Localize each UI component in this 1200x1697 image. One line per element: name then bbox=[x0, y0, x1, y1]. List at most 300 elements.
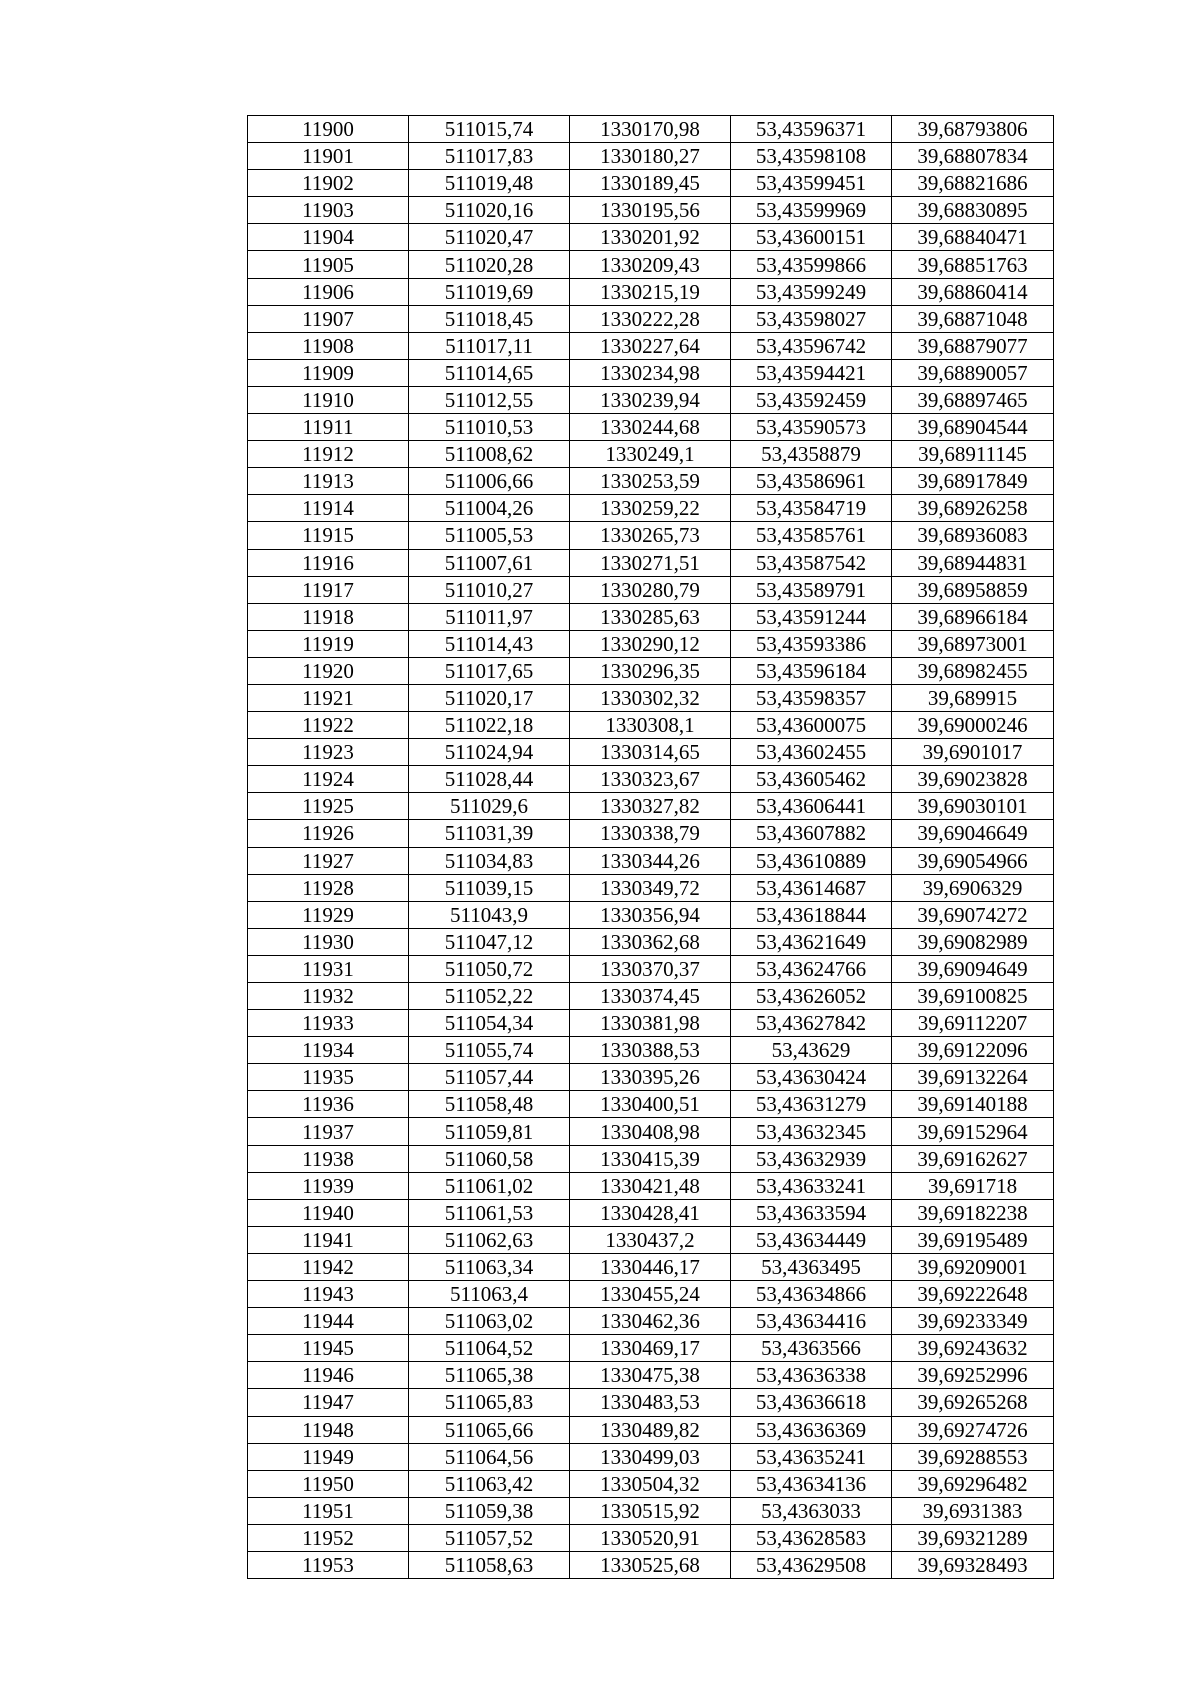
latitude-cell: 53,43591244 bbox=[731, 603, 892, 630]
longitude-cell: 39,68851763 bbox=[892, 251, 1054, 278]
table-row bbox=[248, 197, 1054, 224]
y-coordinate-cell: 1330280,79 bbox=[570, 576, 731, 603]
table-row bbox=[248, 1172, 1054, 1199]
table-row bbox=[248, 1551, 1054, 1578]
longitude-cell: 39,69243632 bbox=[892, 1335, 1054, 1362]
table-row bbox=[248, 1064, 1054, 1091]
table-row bbox=[248, 712, 1054, 739]
latitude-cell: 53,43598357 bbox=[731, 684, 892, 711]
longitude-cell: 39,68917849 bbox=[892, 468, 1054, 495]
longitude-cell: 39,68793806 bbox=[892, 116, 1054, 143]
x-coordinate-cell: 511017,65 bbox=[409, 657, 570, 684]
table-row bbox=[248, 657, 1054, 684]
x-coordinate-cell: 511031,39 bbox=[409, 820, 570, 847]
table-row bbox=[248, 414, 1054, 441]
point-number-cell: 11932 bbox=[248, 983, 409, 1010]
latitude-cell: 53,43586961 bbox=[731, 468, 892, 495]
x-coordinate-cell: 511061,02 bbox=[409, 1172, 570, 1199]
table-row bbox=[248, 983, 1054, 1010]
table-row bbox=[248, 901, 1054, 928]
coordinates-table bbox=[247, 115, 1054, 1579]
table-row bbox=[248, 1524, 1054, 1551]
point-number-cell: 11913 bbox=[248, 468, 409, 495]
longitude-cell: 39,69100825 bbox=[892, 983, 1054, 1010]
x-coordinate-cell: 511043,9 bbox=[409, 901, 570, 928]
point-number-cell: 11928 bbox=[248, 874, 409, 901]
table-row bbox=[248, 603, 1054, 630]
latitude-cell: 53,43614687 bbox=[731, 874, 892, 901]
point-number-cell: 11937 bbox=[248, 1118, 409, 1145]
y-coordinate-cell: 1330415,39 bbox=[570, 1145, 731, 1172]
latitude-cell: 53,43636618 bbox=[731, 1389, 892, 1416]
table-row bbox=[248, 1037, 1054, 1064]
y-coordinate-cell: 1330296,35 bbox=[570, 657, 731, 684]
longitude-cell: 39,6931383 bbox=[892, 1497, 1054, 1524]
longitude-cell: 39,69274726 bbox=[892, 1416, 1054, 1443]
longitude-cell: 39,69082989 bbox=[892, 928, 1054, 955]
x-coordinate-cell: 511012,55 bbox=[409, 386, 570, 413]
point-number-cell: 11920 bbox=[248, 657, 409, 684]
x-coordinate-cell: 511058,48 bbox=[409, 1091, 570, 1118]
longitude-cell: 39,68860414 bbox=[892, 278, 1054, 305]
y-coordinate-cell: 1330428,41 bbox=[570, 1199, 731, 1226]
x-coordinate-cell: 511020,28 bbox=[409, 251, 570, 278]
y-coordinate-cell: 1330314,65 bbox=[570, 739, 731, 766]
y-coordinate-cell: 1330271,51 bbox=[570, 549, 731, 576]
latitude-cell: 53,43634866 bbox=[731, 1281, 892, 1308]
table-row bbox=[248, 468, 1054, 495]
latitude-cell: 53,43600151 bbox=[731, 224, 892, 251]
table-row bbox=[248, 1497, 1054, 1524]
longitude-cell: 39,68966184 bbox=[892, 603, 1054, 630]
point-number-cell: 11917 bbox=[248, 576, 409, 603]
x-coordinate-cell: 511065,66 bbox=[409, 1416, 570, 1443]
point-number-cell: 11943 bbox=[248, 1281, 409, 1308]
longitude-cell: 39,68944831 bbox=[892, 549, 1054, 576]
table-row bbox=[248, 1253, 1054, 1280]
table-row bbox=[248, 143, 1054, 170]
x-coordinate-cell: 511065,83 bbox=[409, 1389, 570, 1416]
latitude-cell: 53,43598108 bbox=[731, 143, 892, 170]
longitude-cell: 39,6906329 bbox=[892, 874, 1054, 901]
latitude-cell: 53,43590573 bbox=[731, 414, 892, 441]
x-coordinate-cell: 511006,66 bbox=[409, 468, 570, 495]
latitude-cell: 53,43631279 bbox=[731, 1091, 892, 1118]
longitude-cell: 39,68926258 bbox=[892, 495, 1054, 522]
latitude-cell: 53,43584719 bbox=[731, 495, 892, 522]
y-coordinate-cell: 1330302,32 bbox=[570, 684, 731, 711]
latitude-cell: 53,43629508 bbox=[731, 1551, 892, 1578]
latitude-cell: 53,43596742 bbox=[731, 332, 892, 359]
point-number-cell: 11948 bbox=[248, 1416, 409, 1443]
longitude-cell: 39,68936083 bbox=[892, 522, 1054, 549]
y-coordinate-cell: 1330285,63 bbox=[570, 603, 731, 630]
longitude-cell: 39,69195489 bbox=[892, 1226, 1054, 1253]
y-coordinate-cell: 1330421,48 bbox=[570, 1172, 731, 1199]
point-number-cell: 11938 bbox=[248, 1145, 409, 1172]
table-row bbox=[248, 1010, 1054, 1037]
latitude-cell: 53,43598027 bbox=[731, 305, 892, 332]
y-coordinate-cell: 1330504,32 bbox=[570, 1470, 731, 1497]
latitude-cell: 53,43636338 bbox=[731, 1362, 892, 1389]
y-coordinate-cell: 1330525,68 bbox=[570, 1551, 731, 1578]
table-row bbox=[248, 1091, 1054, 1118]
latitude-cell: 53,43585761 bbox=[731, 522, 892, 549]
point-number-cell: 11930 bbox=[248, 928, 409, 955]
latitude-cell: 53,43621649 bbox=[731, 928, 892, 955]
y-coordinate-cell: 1330395,26 bbox=[570, 1064, 731, 1091]
latitude-cell: 53,43618844 bbox=[731, 901, 892, 928]
y-coordinate-cell: 1330195,56 bbox=[570, 197, 731, 224]
longitude-cell: 39,68879077 bbox=[892, 332, 1054, 359]
table-row bbox=[248, 116, 1054, 143]
table-row bbox=[248, 1226, 1054, 1253]
y-coordinate-cell: 1330170,98 bbox=[570, 116, 731, 143]
y-coordinate-cell: 1330462,36 bbox=[570, 1308, 731, 1335]
point-number-cell: 11935 bbox=[248, 1064, 409, 1091]
y-coordinate-cell: 1330499,03 bbox=[570, 1443, 731, 1470]
x-coordinate-cell: 511024,94 bbox=[409, 739, 570, 766]
latitude-cell: 53,43605462 bbox=[731, 766, 892, 793]
longitude-cell: 39,69030101 bbox=[892, 793, 1054, 820]
table-row bbox=[248, 739, 1054, 766]
latitude-cell: 53,43596371 bbox=[731, 116, 892, 143]
table-row bbox=[248, 278, 1054, 305]
point-number-cell: 11944 bbox=[248, 1308, 409, 1335]
x-coordinate-cell: 511022,18 bbox=[409, 712, 570, 739]
point-number-cell: 11925 bbox=[248, 793, 409, 820]
longitude-cell: 39,69000246 bbox=[892, 712, 1054, 739]
x-coordinate-cell: 511020,17 bbox=[409, 684, 570, 711]
longitude-cell: 39,68982455 bbox=[892, 657, 1054, 684]
longitude-cell: 39,68973001 bbox=[892, 630, 1054, 657]
x-coordinate-cell: 511059,38 bbox=[409, 1497, 570, 1524]
table-row bbox=[248, 549, 1054, 576]
x-coordinate-cell: 511054,34 bbox=[409, 1010, 570, 1037]
point-number-cell: 11931 bbox=[248, 955, 409, 982]
latitude-cell: 53,4363033 bbox=[731, 1497, 892, 1524]
point-number-cell: 11915 bbox=[248, 522, 409, 549]
x-coordinate-cell: 511061,53 bbox=[409, 1199, 570, 1226]
table-row bbox=[248, 332, 1054, 359]
table-row bbox=[248, 684, 1054, 711]
y-coordinate-cell: 1330201,92 bbox=[570, 224, 731, 251]
point-number-cell: 11934 bbox=[248, 1037, 409, 1064]
point-number-cell: 11922 bbox=[248, 712, 409, 739]
point-number-cell: 11927 bbox=[248, 847, 409, 874]
longitude-cell: 39,68897465 bbox=[892, 386, 1054, 413]
point-number-cell: 11910 bbox=[248, 386, 409, 413]
longitude-cell: 39,69252996 bbox=[892, 1362, 1054, 1389]
latitude-cell: 53,43627842 bbox=[731, 1010, 892, 1037]
y-coordinate-cell: 1330259,22 bbox=[570, 495, 731, 522]
longitude-cell: 39,68890057 bbox=[892, 359, 1054, 386]
y-coordinate-cell: 1330469,17 bbox=[570, 1335, 731, 1362]
point-number-cell: 11916 bbox=[248, 549, 409, 576]
x-coordinate-cell: 511028,44 bbox=[409, 766, 570, 793]
table-row bbox=[248, 1335, 1054, 1362]
x-coordinate-cell: 511063,34 bbox=[409, 1253, 570, 1280]
table-row bbox=[248, 820, 1054, 847]
table-row bbox=[248, 224, 1054, 251]
y-coordinate-cell: 1330215,19 bbox=[570, 278, 731, 305]
y-coordinate-cell: 1330222,28 bbox=[570, 305, 731, 332]
latitude-cell: 53,43628583 bbox=[731, 1524, 892, 1551]
longitude-cell: 39,69182238 bbox=[892, 1199, 1054, 1226]
y-coordinate-cell: 1330489,82 bbox=[570, 1416, 731, 1443]
latitude-cell: 53,43633594 bbox=[731, 1199, 892, 1226]
x-coordinate-cell: 511050,72 bbox=[409, 955, 570, 982]
y-coordinate-cell: 1330475,38 bbox=[570, 1362, 731, 1389]
point-number-cell: 11945 bbox=[248, 1335, 409, 1362]
x-coordinate-cell: 511063,02 bbox=[409, 1308, 570, 1335]
y-coordinate-cell: 1330234,98 bbox=[570, 359, 731, 386]
y-coordinate-cell: 1330323,67 bbox=[570, 766, 731, 793]
point-number-cell: 11953 bbox=[248, 1551, 409, 1578]
x-coordinate-cell: 511060,58 bbox=[409, 1145, 570, 1172]
latitude-cell: 53,4363495 bbox=[731, 1253, 892, 1280]
longitude-cell: 39,69321289 bbox=[892, 1524, 1054, 1551]
table-row bbox=[248, 251, 1054, 278]
latitude-cell: 53,43599249 bbox=[731, 278, 892, 305]
x-coordinate-cell: 511047,12 bbox=[409, 928, 570, 955]
point-number-cell: 11907 bbox=[248, 305, 409, 332]
latitude-cell: 53,43634416 bbox=[731, 1308, 892, 1335]
x-coordinate-cell: 511062,63 bbox=[409, 1226, 570, 1253]
point-number-cell: 11911 bbox=[248, 414, 409, 441]
x-coordinate-cell: 511064,52 bbox=[409, 1335, 570, 1362]
point-number-cell: 11951 bbox=[248, 1497, 409, 1524]
point-number-cell: 11929 bbox=[248, 901, 409, 928]
x-coordinate-cell: 511052,22 bbox=[409, 983, 570, 1010]
table-row bbox=[248, 1118, 1054, 1145]
y-coordinate-cell: 1330374,45 bbox=[570, 983, 731, 1010]
x-coordinate-cell: 511059,81 bbox=[409, 1118, 570, 1145]
longitude-cell: 39,69209001 bbox=[892, 1253, 1054, 1280]
x-coordinate-cell: 511063,4 bbox=[409, 1281, 570, 1308]
longitude-cell: 39,69162627 bbox=[892, 1145, 1054, 1172]
longitude-cell: 39,69288553 bbox=[892, 1443, 1054, 1470]
x-coordinate-cell: 511004,26 bbox=[409, 495, 570, 522]
x-coordinate-cell: 511039,15 bbox=[409, 874, 570, 901]
table-row bbox=[248, 847, 1054, 874]
table-row bbox=[248, 170, 1054, 197]
x-coordinate-cell: 511063,42 bbox=[409, 1470, 570, 1497]
latitude-cell: 53,43629 bbox=[731, 1037, 892, 1064]
latitude-cell: 53,4363566 bbox=[731, 1335, 892, 1362]
point-number-cell: 11901 bbox=[248, 143, 409, 170]
longitude-cell: 39,68830895 bbox=[892, 197, 1054, 224]
longitude-cell: 39,68807834 bbox=[892, 143, 1054, 170]
latitude-cell: 53,43593386 bbox=[731, 630, 892, 657]
y-coordinate-cell: 1330437,2 bbox=[570, 1226, 731, 1253]
longitude-cell: 39,69054966 bbox=[892, 847, 1054, 874]
y-coordinate-cell: 1330446,17 bbox=[570, 1253, 731, 1280]
x-coordinate-cell: 511057,52 bbox=[409, 1524, 570, 1551]
table-row bbox=[248, 955, 1054, 982]
latitude-cell: 53,43607882 bbox=[731, 820, 892, 847]
x-coordinate-cell: 511034,83 bbox=[409, 847, 570, 874]
latitude-cell: 53,43596184 bbox=[731, 657, 892, 684]
y-coordinate-cell: 1330408,98 bbox=[570, 1118, 731, 1145]
y-coordinate-cell: 1330370,37 bbox=[570, 955, 731, 982]
y-coordinate-cell: 1330338,79 bbox=[570, 820, 731, 847]
table-row bbox=[248, 793, 1054, 820]
x-coordinate-cell: 511018,45 bbox=[409, 305, 570, 332]
point-number-cell: 11914 bbox=[248, 495, 409, 522]
longitude-cell: 39,69112207 bbox=[892, 1010, 1054, 1037]
table-row bbox=[248, 1145, 1054, 1172]
y-coordinate-cell: 1330362,68 bbox=[570, 928, 731, 955]
table-row bbox=[248, 522, 1054, 549]
longitude-cell: 39,6901017 bbox=[892, 739, 1054, 766]
latitude-cell: 53,43610889 bbox=[731, 847, 892, 874]
table-row bbox=[248, 305, 1054, 332]
point-number-cell: 11936 bbox=[248, 1091, 409, 1118]
latitude-cell: 53,43606441 bbox=[731, 793, 892, 820]
point-number-cell: 11952 bbox=[248, 1524, 409, 1551]
table-row bbox=[248, 495, 1054, 522]
longitude-cell: 39,68871048 bbox=[892, 305, 1054, 332]
table-row bbox=[248, 630, 1054, 657]
table-row bbox=[248, 1443, 1054, 1470]
point-number-cell: 11905 bbox=[248, 251, 409, 278]
point-number-cell: 11926 bbox=[248, 820, 409, 847]
point-number-cell: 11919 bbox=[248, 630, 409, 657]
longitude-cell: 39,691718 bbox=[892, 1172, 1054, 1199]
point-number-cell: 11906 bbox=[248, 278, 409, 305]
table-row bbox=[248, 1362, 1054, 1389]
x-coordinate-cell: 511010,53 bbox=[409, 414, 570, 441]
longitude-cell: 39,69222648 bbox=[892, 1281, 1054, 1308]
longitude-cell: 39,69152964 bbox=[892, 1118, 1054, 1145]
table-row bbox=[248, 874, 1054, 901]
x-coordinate-cell: 511017,83 bbox=[409, 143, 570, 170]
x-coordinate-cell: 511019,48 bbox=[409, 170, 570, 197]
y-coordinate-cell: 1330180,27 bbox=[570, 143, 731, 170]
x-coordinate-cell: 511055,74 bbox=[409, 1037, 570, 1064]
table-row bbox=[248, 1199, 1054, 1226]
point-number-cell: 11909 bbox=[248, 359, 409, 386]
longitude-cell: 39,69328493 bbox=[892, 1551, 1054, 1578]
latitude-cell: 53,43635241 bbox=[731, 1443, 892, 1470]
y-coordinate-cell: 1330290,12 bbox=[570, 630, 731, 657]
point-number-cell: 11946 bbox=[248, 1362, 409, 1389]
x-coordinate-cell: 511008,62 bbox=[409, 441, 570, 468]
latitude-cell: 53,43624766 bbox=[731, 955, 892, 982]
y-coordinate-cell: 1330515,92 bbox=[570, 1497, 731, 1524]
point-number-cell: 11950 bbox=[248, 1470, 409, 1497]
x-coordinate-cell: 511058,63 bbox=[409, 1551, 570, 1578]
longitude-cell: 39,68840471 bbox=[892, 224, 1054, 251]
point-number-cell: 11933 bbox=[248, 1010, 409, 1037]
point-number-cell: 11923 bbox=[248, 739, 409, 766]
table-row bbox=[248, 386, 1054, 413]
latitude-cell: 53,43587542 bbox=[731, 549, 892, 576]
latitude-cell: 53,43636369 bbox=[731, 1416, 892, 1443]
longitude-cell: 39,69023828 bbox=[892, 766, 1054, 793]
point-number-cell: 11904 bbox=[248, 224, 409, 251]
point-number-cell: 11941 bbox=[248, 1226, 409, 1253]
x-coordinate-cell: 511015,74 bbox=[409, 116, 570, 143]
point-number-cell: 11940 bbox=[248, 1199, 409, 1226]
latitude-cell: 53,43599451 bbox=[731, 170, 892, 197]
longitude-cell: 39,68904544 bbox=[892, 414, 1054, 441]
x-coordinate-cell: 511005,53 bbox=[409, 522, 570, 549]
point-number-cell: 11902 bbox=[248, 170, 409, 197]
longitude-cell: 39,69265268 bbox=[892, 1389, 1054, 1416]
point-number-cell: 11939 bbox=[248, 1172, 409, 1199]
longitude-cell: 39,69074272 bbox=[892, 901, 1054, 928]
x-coordinate-cell: 511007,61 bbox=[409, 549, 570, 576]
y-coordinate-cell: 1330239,94 bbox=[570, 386, 731, 413]
table-row bbox=[248, 359, 1054, 386]
longitude-cell: 39,68958859 bbox=[892, 576, 1054, 603]
x-coordinate-cell: 511010,27 bbox=[409, 576, 570, 603]
latitude-cell: 53,43626052 bbox=[731, 983, 892, 1010]
latitude-cell: 53,43594421 bbox=[731, 359, 892, 386]
longitude-cell: 39,69140188 bbox=[892, 1091, 1054, 1118]
longitude-cell: 39,689915 bbox=[892, 684, 1054, 711]
x-coordinate-cell: 511020,16 bbox=[409, 197, 570, 224]
y-coordinate-cell: 1330344,26 bbox=[570, 847, 731, 874]
y-coordinate-cell: 1330400,51 bbox=[570, 1091, 731, 1118]
latitude-cell: 53,43632345 bbox=[731, 1118, 892, 1145]
y-coordinate-cell: 1330265,73 bbox=[570, 522, 731, 549]
point-number-cell: 11900 bbox=[248, 116, 409, 143]
y-coordinate-cell: 1330388,53 bbox=[570, 1037, 731, 1064]
point-number-cell: 11921 bbox=[248, 684, 409, 711]
point-number-cell: 11908 bbox=[248, 332, 409, 359]
longitude-cell: 39,68821686 bbox=[892, 170, 1054, 197]
table-row bbox=[248, 1416, 1054, 1443]
latitude-cell: 53,43634449 bbox=[731, 1226, 892, 1253]
y-coordinate-cell: 1330483,53 bbox=[570, 1389, 731, 1416]
latitude-cell: 53,43599866 bbox=[731, 251, 892, 278]
table-row bbox=[248, 576, 1054, 603]
table-row bbox=[248, 1389, 1054, 1416]
x-coordinate-cell: 511029,6 bbox=[409, 793, 570, 820]
x-coordinate-cell: 511017,11 bbox=[409, 332, 570, 359]
latitude-cell: 53,4358879 bbox=[731, 441, 892, 468]
latitude-cell: 53,43589791 bbox=[731, 576, 892, 603]
table-row bbox=[248, 1281, 1054, 1308]
longitude-cell: 39,69046649 bbox=[892, 820, 1054, 847]
longitude-cell: 39,69122096 bbox=[892, 1037, 1054, 1064]
y-coordinate-cell: 1330308,1 bbox=[570, 712, 731, 739]
y-coordinate-cell: 1330349,72 bbox=[570, 874, 731, 901]
point-number-cell: 11912 bbox=[248, 441, 409, 468]
y-coordinate-cell: 1330249,1 bbox=[570, 441, 731, 468]
y-coordinate-cell: 1330381,98 bbox=[570, 1010, 731, 1037]
point-number-cell: 11918 bbox=[248, 603, 409, 630]
point-number-cell: 11924 bbox=[248, 766, 409, 793]
longitude-cell: 39,69233349 bbox=[892, 1308, 1054, 1335]
longitude-cell: 39,69296482 bbox=[892, 1470, 1054, 1497]
y-coordinate-cell: 1330520,91 bbox=[570, 1524, 731, 1551]
x-coordinate-cell: 511014,65 bbox=[409, 359, 570, 386]
latitude-cell: 53,43632939 bbox=[731, 1145, 892, 1172]
y-coordinate-cell: 1330356,94 bbox=[570, 901, 731, 928]
table-row bbox=[248, 928, 1054, 955]
x-coordinate-cell: 511065,38 bbox=[409, 1362, 570, 1389]
point-number-cell: 11942 bbox=[248, 1253, 409, 1280]
x-coordinate-cell: 511064,56 bbox=[409, 1443, 570, 1470]
point-number-cell: 11903 bbox=[248, 197, 409, 224]
latitude-cell: 53,43592459 bbox=[731, 386, 892, 413]
y-coordinate-cell: 1330455,24 bbox=[570, 1281, 731, 1308]
x-coordinate-cell: 511011,97 bbox=[409, 603, 570, 630]
